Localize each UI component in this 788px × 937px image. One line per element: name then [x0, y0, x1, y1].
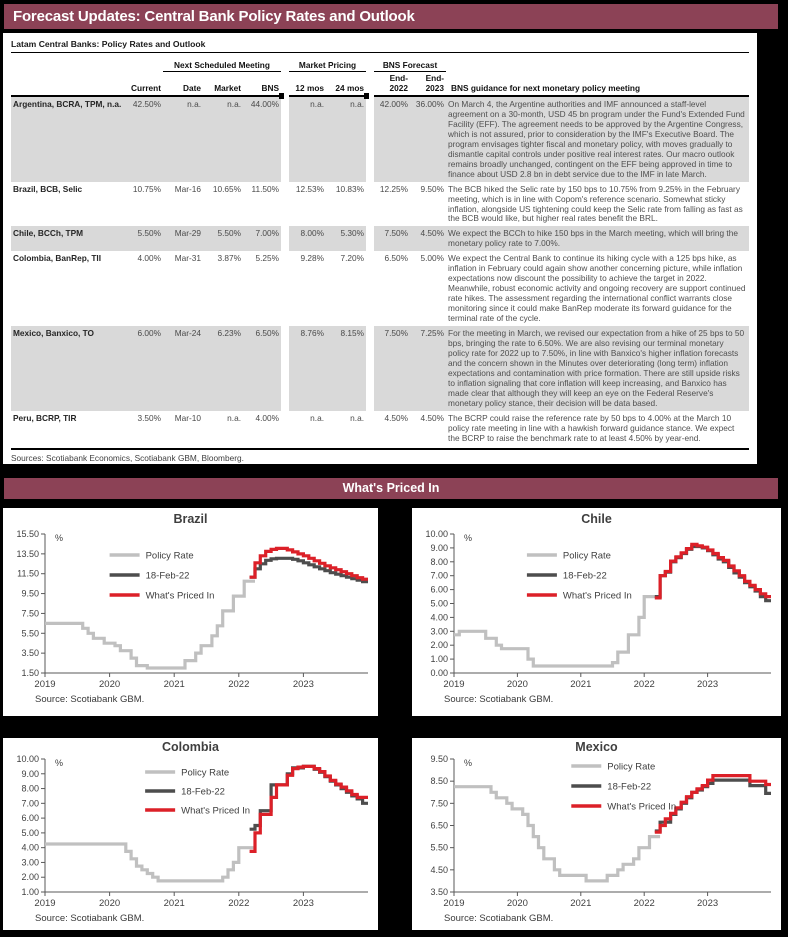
value-cell: 4.50%	[420, 412, 445, 423]
value-cell: 7.50%	[374, 326, 410, 411]
value-cell: 7.00%	[243, 226, 281, 251]
value-cell: Mar-29	[163, 226, 203, 251]
chart-box-brazil	[3, 508, 378, 716]
svg-text:18-Feb-22: 18-Feb-22	[145, 570, 190, 582]
chart-source-colombia: Source: Scotiabank GBM.	[35, 913, 145, 924]
svg-text:2021: 2021	[570, 679, 592, 690]
svg-text:9.00: 9.00	[21, 768, 39, 779]
bank-name-cell: Brazil, BCB, Selic	[13, 183, 83, 194]
bank-name-cell: Peru, BCRP, TIR	[13, 412, 77, 423]
value-cell: 7.20%	[340, 253, 365, 264]
guidance-cell: For the meeting in March, we revised our expectation from a hike of 25 bps to 50 bps, bringing the rate to 6.50%. We are also revising our terminal monetary policy rate for 2022 up to 7.50%, in line with Banxico's higher inflation forecasts and the concern shown in the Minutes over deteriorating (long term) inflation expectations and contamination with price formation. There are still upside risks to inflation signaling that core inflation will keep increasing, and Banxico has made clear that although they will keep an eye on the Federal Reserve's monetary policy stance, their decision will be data based.	[446, 326, 749, 411]
chart-title-colombia: Colombia	[162, 740, 219, 754]
chart-source-brazil: Source: Scotiabank GBM.	[35, 694, 145, 705]
svg-text:5.00: 5.00	[430, 598, 448, 609]
report-title: Forecast Updates: Central Bank Policy Rates and Outlook	[13, 8, 415, 25]
gap-cell	[366, 96, 374, 182]
chart-canvas-brazil	[5, 529, 376, 693]
value-cell: 4.00%	[137, 253, 161, 264]
value-cell: 5.50%	[125, 226, 163, 251]
gap-cell	[281, 182, 289, 227]
chart-box-mexico	[412, 738, 781, 930]
column-gap	[366, 59, 374, 72]
guidance-cell: The BCB hiked the Selic rate by 150 bps to 10.75% from 9.25% in the February meeting, which is in line with Copom's reference scenario. Somewhat sticky inflation, alongside US tightening could keep the Selic rate from falling as fast as the BCB would like, but higher real rates benefit the BRL.	[448, 183, 743, 224]
svg-text:11.50: 11.50	[17, 568, 39, 579]
group-header-next-meeting: Next Scheduled Meeting	[163, 59, 281, 72]
chart-title-brazil: Brazil	[173, 512, 208, 526]
svg-text:2023: 2023	[292, 679, 314, 690]
svg-text:10.00: 10.00	[16, 754, 39, 764]
value-cell: 6.00%	[125, 326, 163, 411]
value-cell: 5.00%	[420, 253, 445, 264]
svg-text:%: %	[55, 758, 64, 768]
svg-text:Policy Rate: Policy Rate	[607, 761, 656, 773]
table-row	[11, 411, 749, 446]
svg-text:2020: 2020	[99, 898, 121, 909]
value-cell: 10.65%	[212, 183, 241, 194]
svg-text:9.50: 9.50	[21, 588, 39, 599]
chart-box-colombia	[3, 738, 378, 930]
bank-name-cell: Chile, BCCh, TPM	[11, 226, 125, 251]
table-title: Latam Central Banks: Policy Rates and Outlook	[11, 37, 749, 53]
svg-text:2019: 2019	[443, 679, 465, 690]
column-gap-marker	[281, 72, 289, 97]
chart-source-chile: Source: Scotiabank GBM.	[444, 694, 554, 705]
svg-text:2.00: 2.00	[21, 872, 39, 883]
rates-table-box	[3, 33, 757, 464]
table-row	[11, 251, 749, 326]
svg-text:2023: 2023	[697, 898, 719, 909]
value-cell: 4.50%	[410, 226, 446, 251]
svg-text:%: %	[464, 758, 473, 768]
group-header-market-pricing: Market Pricing	[289, 59, 366, 72]
value-cell: 7.50%	[374, 226, 410, 251]
svg-text:10.00: 10.00	[425, 529, 448, 539]
value-cell: n.a.	[326, 96, 366, 182]
table-row	[11, 326, 749, 411]
svg-text:2022: 2022	[228, 898, 250, 909]
value-cell: n.a.	[163, 96, 203, 182]
value-cell: 12.25%	[379, 183, 409, 194]
guidance-cell: We expect the BCCh to hike 150 bps in the March meeting, which will bring the monetary policy rate to 7.00%.	[446, 226, 749, 251]
gap-cell	[366, 326, 374, 411]
svg-text:5.50: 5.50	[21, 628, 39, 639]
value-cell: 6.23%	[203, 326, 243, 411]
column-header-market: Market	[203, 72, 243, 97]
guidance-cell: We expect the Central Bank to continue its hiking cycle with a 125 bps hike, as inflation in February could again show another concerning picture, while inflation expectations now discount the possibility to achieve the target in 2022. Meanwhile, robust economic activity and ongoing recovery are support continued rate hikes. The assessment regarding the international conflict warrants close monitoring since it could make BanRep moderate its forward guidance for the terminal rate of the cycle.	[448, 253, 746, 324]
series-policy-rate	[45, 844, 255, 881]
table-row	[11, 182, 749, 227]
value-cell: n.a.	[227, 412, 241, 423]
value-cell: Mar-24	[163, 326, 203, 411]
column-header-guidance: BNS guidance for next monetary policy meeting	[446, 72, 749, 97]
value-cell: n.a.	[289, 96, 326, 182]
svg-text:2020: 2020	[99, 679, 121, 690]
svg-text:0.00: 0.00	[430, 668, 448, 678]
value-cell: n.a.	[350, 412, 365, 423]
svg-text:%: %	[55, 533, 64, 543]
chart-source-mexico: Source: Scotiabank GBM.	[444, 913, 554, 924]
svg-text:2021: 2021	[163, 898, 185, 909]
column-header-end2023: End-2023	[410, 72, 446, 97]
value-cell: 8.00%	[289, 226, 326, 251]
svg-text:8.00: 8.00	[430, 556, 448, 567]
value-cell: 42.50%	[125, 96, 163, 182]
column-gap	[281, 59, 289, 72]
chart-title-mexico: Mexico	[575, 740, 618, 754]
svg-text:What's Priced In: What's Priced In	[181, 805, 251, 817]
svg-text:8.00: 8.00	[21, 783, 39, 794]
svg-text:2022: 2022	[228, 679, 250, 690]
chart-legend	[571, 762, 676, 813]
svg-text:3.50: 3.50	[21, 648, 39, 659]
gap-cell	[281, 226, 289, 251]
svg-text:3.50: 3.50	[430, 887, 448, 897]
chart-box-chile	[412, 508, 781, 716]
value-cell: 3.50%	[137, 412, 161, 423]
gap-cell	[366, 226, 374, 251]
series-lines	[45, 548, 368, 668]
group-header-bns-forecast: BNS Forecast	[374, 59, 446, 72]
series-18-feb-22	[250, 558, 368, 581]
column-header-end2022: End-2022	[374, 72, 410, 97]
gap-cell	[366, 411, 374, 446]
guidance-cell: The BCRP could raise the reference rate by 50 bps to 4.00% at the March 10 policy rate meeting in line with a hawkish forward guidance stance. We expect the BCRP to raise the benchmark rate to at least 4.50% by year-end.	[448, 412, 735, 443]
group-header-spacer	[125, 59, 163, 72]
column-header-current: Current	[125, 72, 163, 97]
whats-priced-in-banner	[4, 478, 778, 499]
value-cell: 10.75%	[132, 183, 161, 194]
svg-text:13.50: 13.50	[16, 548, 39, 559]
value-cell: 6.50%	[243, 326, 281, 411]
group-header-spacer	[446, 59, 749, 72]
value-cell: 42.00%	[374, 96, 410, 182]
table-column-header-row	[11, 72, 749, 97]
svg-text:2022: 2022	[633, 679, 655, 690]
chart-canvas-mexico	[414, 754, 779, 912]
axes	[430, 754, 771, 909]
series-what-s-priced-in	[250, 766, 368, 851]
svg-text:What's Priced In: What's Priced In	[562, 590, 632, 602]
svg-text:1.50: 1.50	[21, 668, 39, 678]
value-cell: Mar-16	[174, 183, 201, 194]
value-cell: 7.25%	[410, 326, 446, 411]
svg-text:Policy Rate: Policy Rate	[145, 550, 194, 562]
series-lines	[454, 544, 771, 666]
whats-priced-in-title: What's Priced In	[342, 481, 440, 495]
table-group-header-row	[11, 59, 749, 72]
value-cell: 3.87%	[217, 253, 241, 264]
gap-cell	[366, 251, 374, 326]
svg-text:7.00: 7.00	[430, 570, 448, 581]
value-cell: n.a.	[310, 412, 325, 423]
chart-canvas-chile	[414, 529, 779, 693]
series-policy-rate	[454, 597, 660, 666]
table-row	[11, 226, 749, 251]
rates-table	[11, 59, 749, 446]
gap-cell	[281, 96, 289, 182]
svg-text:2023: 2023	[292, 898, 314, 909]
svg-text:%: %	[464, 533, 473, 543]
svg-text:5.50: 5.50	[430, 842, 448, 853]
chart-legend	[110, 551, 215, 602]
bank-name-cell: Colombia, BanRep, TII	[13, 253, 102, 264]
svg-text:8.50: 8.50	[430, 776, 448, 787]
rates-table-body	[11, 96, 749, 446]
table-row	[11, 96, 749, 182]
svg-text:6.00: 6.00	[430, 584, 448, 595]
svg-text:18-Feb-22: 18-Feb-22	[607, 781, 652, 793]
svg-text:5.00: 5.00	[21, 827, 39, 838]
svg-text:9.00: 9.00	[430, 542, 448, 553]
guidance-cell: On March 4, the Argentine authorities and IMF announced a staff-level agreement on a 30-month, USD 45 bn program under the Fund's Extended Fund Facility (EFF). The agreement needs to be approved by the Argentine Congress, which is not assured, prior to consideration by the IMF's Executive Board. The program envisages tighter fiscal and monetary policy, with moves gradually to dismantle capital controls under positive real interest rates. Our macro outlook remains broadly unchanged, contingent on the EFF being approved in time to finance about USD 2.8 bn in debt service due to the IMF in late March.	[446, 96, 749, 182]
value-cell: 6.50%	[384, 253, 409, 264]
svg-text:Policy Rate: Policy Rate	[181, 767, 230, 779]
value-cell: 12.53%	[295, 183, 325, 194]
chart-legend	[527, 551, 632, 602]
svg-text:7.00: 7.00	[21, 798, 39, 809]
svg-text:What's Priced In: What's Priced In	[607, 801, 677, 813]
svg-text:2.00: 2.00	[430, 640, 448, 651]
svg-text:3.00: 3.00	[21, 857, 39, 868]
value-cell: Mar-10	[174, 412, 201, 423]
value-cell: 8.76%	[289, 326, 326, 411]
svg-text:18-Feb-22: 18-Feb-22	[562, 570, 607, 582]
value-cell: 8.15%	[326, 326, 366, 411]
value-cell: 9.50%	[420, 183, 445, 194]
group-header-spacer	[11, 59, 125, 72]
value-cell: 9.28%	[300, 253, 325, 264]
column-header-24mos: 24 mos	[326, 72, 366, 97]
bank-name-cell: Argentina, BCRA, TPM, n.a.	[11, 96, 125, 182]
svg-text:7.50: 7.50	[21, 608, 39, 619]
gap-cell	[281, 411, 289, 446]
value-cell: 5.25%	[255, 253, 280, 264]
svg-text:4.50: 4.50	[430, 864, 448, 875]
svg-text:2019: 2019	[34, 898, 56, 909]
value-cell: 44.00%	[243, 96, 281, 182]
svg-text:What's Priced In: What's Priced In	[145, 590, 215, 602]
table-sources: Sources: Scotiabank Economics, Scotiabank GBM, Bloomberg.	[11, 448, 749, 463]
svg-text:1.00: 1.00	[21, 887, 39, 897]
svg-text:6.00: 6.00	[21, 813, 39, 824]
column-gap-marker	[366, 72, 374, 97]
chart-title-chile: Chile	[581, 512, 612, 526]
svg-text:2021: 2021	[163, 679, 185, 690]
value-cell: Mar-31	[174, 253, 201, 264]
series-18-feb-22	[250, 766, 368, 829]
svg-text:2021: 2021	[570, 898, 592, 909]
gap-cell	[281, 251, 289, 326]
chart-legend	[145, 768, 250, 817]
svg-text:18-Feb-22: 18-Feb-22	[181, 786, 225, 798]
value-cell: 4.00%	[255, 412, 280, 423]
series-what-s-priced-in	[655, 544, 771, 598]
value-cell: 36.00%	[410, 96, 446, 182]
value-cell: n.a.	[203, 96, 243, 182]
column-header-12mos: 12 mos	[289, 72, 326, 97]
value-cell: 5.30%	[326, 226, 366, 251]
column-header-bank	[11, 72, 125, 97]
svg-text:3.00: 3.00	[430, 626, 448, 637]
svg-text:2020: 2020	[506, 679, 528, 690]
svg-text:1.00: 1.00	[430, 654, 448, 665]
column-header-date: Date	[163, 72, 203, 97]
value-cell: 11.50%	[251, 183, 280, 194]
value-cell: 5.50%	[203, 226, 243, 251]
svg-text:15.50: 15.50	[16, 529, 39, 539]
bank-name-cell: Mexico, Banxico, TO	[11, 326, 125, 411]
svg-text:2023: 2023	[697, 679, 719, 690]
svg-text:2020: 2020	[506, 898, 528, 909]
svg-text:4.00: 4.00	[21, 842, 39, 853]
svg-text:2019: 2019	[34, 679, 56, 690]
svg-text:4.00: 4.00	[430, 612, 448, 623]
svg-text:9.50: 9.50	[430, 754, 448, 764]
chart-canvas-colombia	[5, 754, 376, 912]
series-lines	[45, 766, 368, 881]
svg-text:7.50: 7.50	[430, 798, 448, 809]
svg-text:2022: 2022	[633, 898, 655, 909]
column-header-bns: BNS	[243, 72, 281, 97]
value-cell: 10.83%	[335, 183, 365, 194]
svg-text:2019: 2019	[443, 898, 465, 909]
svg-text:Policy Rate: Policy Rate	[562, 550, 611, 562]
svg-text:6.50: 6.50	[430, 820, 448, 831]
report-title-banner	[4, 4, 778, 29]
gap-cell	[281, 326, 289, 411]
gap-cell	[366, 182, 374, 227]
value-cell: 4.50%	[384, 412, 409, 423]
